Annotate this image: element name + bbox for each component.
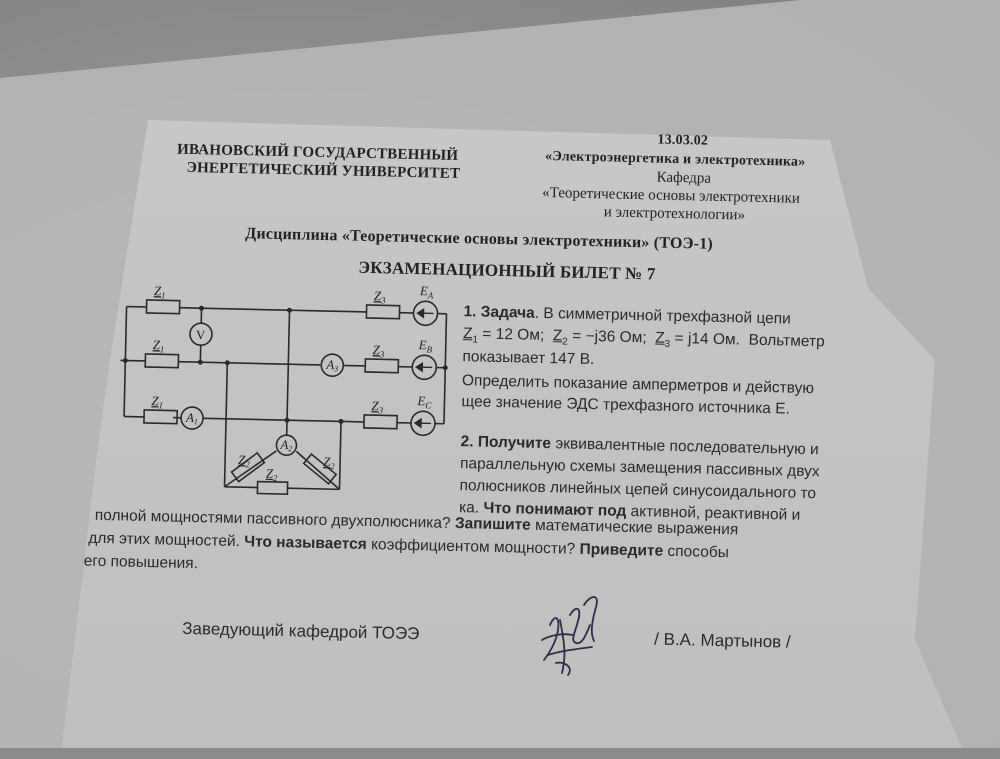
- signer-name: / В.А. Мартынов /: [654, 631, 791, 651]
- ammeter-a3-label: A3: [325, 357, 338, 373]
- ea-label: $E_A$: [419, 283, 434, 300]
- z2-label-bottom: $Z_2$: [266, 466, 279, 483]
- z3-label-b: $Z_3$: [372, 342, 385, 359]
- ammeter-a2-label: A2: [279, 437, 292, 453]
- ammeter-a1-label: A1: [185, 410, 198, 426]
- z1-label-c: $Z_1$: [151, 393, 163, 410]
- university-name-line1: ИВАНОВСКИЙ ГОСУДАРСТВЕННЫЙ: [177, 143, 458, 164]
- z3-label-a: $Z_3$: [374, 288, 387, 305]
- task1-line5: щее значение ЭДС трехфазного источника Е.: [461, 394, 790, 417]
- z2-label-left: $Z_2$: [238, 452, 251, 469]
- task2-line6: для этих мощностей. Что называется коэффициентом мощности? Приведите способы: [88, 531, 729, 561]
- university-name-line2: ЭНЕРГЕТИЧЕСКИЙ УНИВЕРСИТЕТ: [187, 161, 461, 182]
- task2-line2: параллельную схемы замещения пассивных двух: [460, 456, 820, 480]
- head-of-department-label: Заведующий кафедрой ТОЭЭ: [182, 620, 420, 642]
- voltmeter-label: V: [196, 327, 206, 342]
- handwritten-signature: [520, 585, 630, 685]
- ticket-title: ЭКЗАМЕНАЦИОННЫЙ БИЛЕТ № 7: [358, 259, 655, 283]
- specialty-direction: «Электроэнергетика и электротехника»: [545, 150, 806, 170]
- ec-label: $E_C$: [416, 393, 432, 410]
- department-name-line2: и электротехнологии»: [604, 205, 746, 223]
- z2-label-right: $Z_2$: [323, 454, 336, 471]
- z1-label-b: $Z_1$: [152, 337, 164, 354]
- task2-line7: его повышения.: [84, 554, 199, 572]
- task1-line3: показывает 147 В.: [462, 349, 594, 367]
- task1-line1: 1. Задача. В симметричной трехфазной цепи: [463, 304, 791, 327]
- task2-line3: полюсников линейных цепей синусоидального то: [459, 478, 816, 502]
- three-phase-circuit-diagram: [97, 266, 452, 499]
- z3-label-c: $Z_3$: [371, 398, 384, 415]
- discipline-title: Дисциплина «Теоретические основы электротехники» (ТОЭ-1): [245, 226, 713, 253]
- department-name-line1: «Теоретические основы электротехники: [542, 186, 800, 207]
- eb-label: $E_B$: [418, 337, 433, 354]
- task2-line5: полной мощностями пассивного двухполюсника? Запишите математические выражения: [95, 508, 739, 538]
- specialty-code: 13.03.02: [657, 134, 708, 149]
- z1-label-a: $Z_1$: [154, 283, 166, 300]
- task1-line2: $Z_1 = 12$ Ом; $Z_2 = -j36$ Ом; $Z_3 = j14$ Ом. Вольтметр: [463, 326, 825, 353]
- department-label: Кафедра: [656, 171, 711, 187]
- task2-line4: ка. Что понимают под активной, реактивной и: [459, 500, 800, 523]
- task1-line4: Определить показание амперметров и действую: [462, 373, 814, 396]
- task2-line1: 2. Получите эквивалентные последовательную и: [460, 434, 818, 458]
